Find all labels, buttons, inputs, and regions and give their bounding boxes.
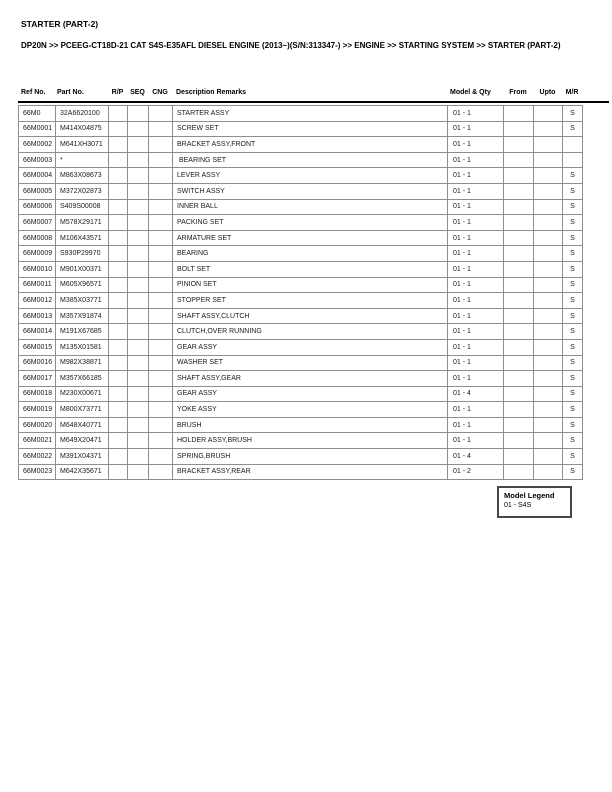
cell-desc: CLUTCH,OVER RUNNING — [173, 324, 448, 340]
cell-upto — [534, 449, 563, 465]
cell-upto — [534, 277, 563, 293]
cell-part: M385X03771 — [56, 293, 109, 309]
cell-ref: 66M0008 — [19, 230, 56, 246]
cell-upto — [534, 215, 563, 231]
cell-part: M863X08673 — [56, 168, 109, 184]
cell-qty: 01 - 1 — [448, 402, 504, 418]
cell-ref: 66M0005 — [19, 183, 56, 199]
cell-upto — [534, 339, 563, 355]
cell-part: M414X04875 — [56, 121, 109, 137]
cell-cng — [149, 308, 173, 324]
table-row — [19, 277, 583, 293]
cell-upto — [534, 152, 563, 168]
cell-mr: S — [563, 293, 583, 309]
cell-rp — [109, 324, 128, 340]
cell-cng — [149, 293, 173, 309]
cell-desc: PACKING SET — [173, 215, 448, 231]
cell-upto — [534, 371, 563, 387]
table-row — [19, 246, 583, 262]
cell-desc: BRACKET ASSY,REAR — [173, 464, 448, 480]
cell-seq — [128, 386, 149, 402]
cell-part: M649X20471 — [56, 433, 109, 449]
cell-ref: 66M0011 — [19, 277, 56, 293]
cell-qty: 01 - 1 — [448, 339, 504, 355]
cell-from — [504, 355, 534, 371]
cell-upto — [534, 246, 563, 262]
cell-upto — [534, 355, 563, 371]
cell-desc: SHAFT ASSY,CLUTCH — [173, 308, 448, 324]
cell-mr: S — [563, 449, 583, 465]
cell-from — [504, 371, 534, 387]
cell-seq — [128, 106, 149, 122]
cell-upto — [534, 308, 563, 324]
cell-cng — [149, 106, 173, 122]
cell-desc: WASHER SET — [173, 355, 448, 371]
column-header-ref-no: Ref No. — [21, 89, 46, 96]
cell-desc: BRACKET ASSY,FRONT — [173, 137, 448, 153]
cell-ref: 66M0002 — [19, 137, 56, 153]
cell-part: M901X00371 — [56, 261, 109, 277]
cell-seq — [128, 433, 149, 449]
cell-qty: 01 - 1 — [448, 183, 504, 199]
cell-seq — [128, 402, 149, 418]
cell-from — [504, 168, 534, 184]
cell-mr: S — [563, 106, 583, 122]
cell-ref: 66M0003 — [19, 152, 56, 168]
cell-ref: 66M0022 — [19, 449, 56, 465]
cell-part: M578X29171 — [56, 215, 109, 231]
cell-ref: 66M0018 — [19, 386, 56, 402]
cell-ref: 66M0009 — [19, 246, 56, 262]
cell-from — [504, 106, 534, 122]
cell-seq — [128, 246, 149, 262]
cell-rp — [109, 183, 128, 199]
model-legend-box — [497, 486, 572, 518]
cell-part: M982X38871 — [56, 355, 109, 371]
cell-qty: 01 - 1 — [448, 308, 504, 324]
cell-qty: 01 - 1 — [448, 106, 504, 122]
table-row — [19, 152, 583, 168]
cell-desc: HOLDER ASSY,BRUSH — [173, 433, 448, 449]
cell-mr: S — [563, 183, 583, 199]
cell-from — [504, 152, 534, 168]
cell-cng — [149, 168, 173, 184]
cell-from — [504, 137, 534, 153]
cell-seq — [128, 152, 149, 168]
cell-qty: 01 - 1 — [448, 246, 504, 262]
cell-mr: S — [563, 417, 583, 433]
cell-desc: GEAR ASSY — [173, 386, 448, 402]
cell-from — [504, 402, 534, 418]
page-title: STARTER (PART-2) — [21, 19, 99, 29]
cell-desc: BOLT SET — [173, 261, 448, 277]
cell-mr: S — [563, 402, 583, 418]
table-row — [19, 417, 583, 433]
cell-seq — [128, 230, 149, 246]
cell-rp — [109, 215, 128, 231]
cell-cng — [149, 386, 173, 402]
cell-part: M106X43571 — [56, 230, 109, 246]
cell-from — [504, 293, 534, 309]
cell-rp — [109, 168, 128, 184]
cell-desc: SWITCH ASSY — [173, 183, 448, 199]
cell-mr — [563, 152, 583, 168]
cell-qty: 01 - 1 — [448, 121, 504, 137]
cell-upto — [534, 121, 563, 137]
column-header-description: Description Remarks — [176, 89, 247, 96]
cell-qty: 01 - 1 — [448, 324, 504, 340]
cell-qty: 01 - 4 — [448, 386, 504, 402]
cell-desc: STOPPER SET — [173, 293, 448, 309]
cell-rp — [109, 246, 128, 262]
parts-table — [18, 105, 583, 480]
cell-seq — [128, 449, 149, 465]
table-row — [19, 168, 583, 184]
cell-upto — [534, 464, 563, 480]
cell-part: M391X04371 — [56, 449, 109, 465]
cell-part: M642X35671 — [56, 464, 109, 480]
cell-cng — [149, 121, 173, 137]
cell-cng — [149, 137, 173, 153]
table-column-headers — [18, 86, 582, 96]
cell-seq — [128, 339, 149, 355]
cell-ref: 66M0021 — [19, 433, 56, 449]
table-row — [19, 137, 583, 153]
cell-mr: S — [563, 386, 583, 402]
cell-rp — [109, 417, 128, 433]
cell-cng — [149, 246, 173, 262]
cell-ref: 66M0019 — [19, 402, 56, 418]
cell-cng — [149, 261, 173, 277]
cell-from — [504, 277, 534, 293]
cell-upto — [534, 261, 563, 277]
cell-part: M800X73771 — [56, 402, 109, 418]
cell-rp — [109, 152, 128, 168]
column-header-mr: M/R — [565, 89, 579, 96]
cell-cng — [149, 355, 173, 371]
cell-cng — [149, 464, 173, 480]
cell-mr: S — [563, 230, 583, 246]
cell-upto — [534, 106, 563, 122]
cell-mr — [563, 137, 583, 153]
cell-desc: BEARING — [173, 246, 448, 262]
cell-rp — [109, 106, 128, 122]
cell-rp — [109, 261, 128, 277]
cell-cng — [149, 152, 173, 168]
cell-ref: 66M0014 — [19, 324, 56, 340]
cell-cng — [149, 230, 173, 246]
cell-desc: SHAFT ASSY,GEAR — [173, 371, 448, 387]
cell-upto — [534, 183, 563, 199]
cell-from — [504, 386, 534, 402]
cell-cng — [149, 215, 173, 231]
cell-seq — [128, 121, 149, 137]
cell-rp — [109, 121, 128, 137]
cell-seq — [128, 261, 149, 277]
cell-qty: 01 - 1 — [448, 355, 504, 371]
cell-part: M357X66185 — [56, 371, 109, 387]
cell-mr: S — [563, 261, 583, 277]
cell-seq — [128, 371, 149, 387]
cell-seq — [128, 215, 149, 231]
table-row — [19, 261, 583, 277]
cell-qty: 01 - 1 — [448, 417, 504, 433]
cell-qty: 01 - 1 — [448, 371, 504, 387]
cell-part: M605X96571 — [56, 277, 109, 293]
cell-from — [504, 324, 534, 340]
cell-upto — [534, 386, 563, 402]
cell-rp — [109, 137, 128, 153]
cell-desc: ARMATURE SET — [173, 230, 448, 246]
table-row — [19, 308, 583, 324]
cell-from — [504, 464, 534, 480]
cell-from — [504, 121, 534, 137]
cell-ref: 66M0015 — [19, 339, 56, 355]
cell-ref: 66M0007 — [19, 215, 56, 231]
cell-mr: S — [563, 464, 583, 480]
cell-rp — [109, 308, 128, 324]
cell-desc: INNER BALL — [173, 199, 448, 215]
cell-rp — [109, 355, 128, 371]
model-legend-entry: 01 - S4S — [504, 502, 532, 509]
cell-seq — [128, 293, 149, 309]
cell-ref: 66M0010 — [19, 261, 56, 277]
cell-from — [504, 449, 534, 465]
cell-from — [504, 230, 534, 246]
cell-qty: 01 - 4 — [448, 449, 504, 465]
cell-cng — [149, 199, 173, 215]
table-row — [19, 402, 583, 418]
cell-mr: S — [563, 121, 583, 137]
cell-rp — [109, 402, 128, 418]
cell-mr: S — [563, 324, 583, 340]
cell-ref: 66M0006 — [19, 199, 56, 215]
cell-seq — [128, 417, 149, 433]
cell-upto — [534, 417, 563, 433]
cell-cng — [149, 324, 173, 340]
cell-part: M135X01581 — [56, 339, 109, 355]
cell-qty: 01 - 2 — [448, 464, 504, 480]
cell-seq — [128, 277, 149, 293]
cell-cng — [149, 183, 173, 199]
cell-rp — [109, 433, 128, 449]
cell-seq — [128, 308, 149, 324]
cell-mr: S — [563, 339, 583, 355]
cell-qty: 01 - 1 — [448, 277, 504, 293]
cell-part: 32A6620100 — [56, 106, 109, 122]
table-row — [19, 293, 583, 309]
breadcrumb: DP20N >> PCEEG-CT18D-21 CAT S4S-E35AFL DIESEL ENGINE (2013~)(S/N:313347-) >> ENGINE >> STARTING SYSTEM >> STARTER (PART-2) — [21, 41, 561, 50]
cell-qty: 01 - 1 — [448, 199, 504, 215]
cell-mr: S — [563, 308, 583, 324]
cell-ref: 66M0016 — [19, 355, 56, 371]
cell-cng — [149, 402, 173, 418]
cell-desc: YOKE ASSY — [173, 402, 448, 418]
cell-mr: S — [563, 277, 583, 293]
cell-seq — [128, 183, 149, 199]
cell-qty: 01 - 1 — [448, 230, 504, 246]
cell-seq — [128, 355, 149, 371]
cell-desc: PINION SET — [173, 277, 448, 293]
cell-ref: 66M0004 — [19, 168, 56, 184]
cell-mr: S — [563, 355, 583, 371]
cell-upto — [534, 230, 563, 246]
cell-ref: 66M0017 — [19, 371, 56, 387]
cell-desc: GEAR ASSY — [173, 339, 448, 355]
cell-cng — [149, 339, 173, 355]
cell-part: * — [56, 152, 109, 168]
table-row — [19, 121, 583, 137]
cell-upto — [534, 293, 563, 309]
cell-rp — [109, 277, 128, 293]
column-header-rp: R/P — [111, 89, 124, 96]
table-row — [19, 371, 583, 387]
column-header-from: From — [509, 89, 527, 96]
cell-rp — [109, 449, 128, 465]
cell-rp — [109, 386, 128, 402]
cell-from — [504, 417, 534, 433]
cell-qty: 01 - 1 — [448, 168, 504, 184]
cell-seq — [128, 464, 149, 480]
cell-rp — [109, 230, 128, 246]
cell-qty: 01 - 1 — [448, 215, 504, 231]
cell-mr: S — [563, 199, 583, 215]
cell-desc: SCREW SET — [173, 121, 448, 137]
cell-cng — [149, 277, 173, 293]
cell-qty: 01 - 1 — [448, 433, 504, 449]
cell-upto — [534, 168, 563, 184]
cell-cng — [149, 417, 173, 433]
cell-part: S930P29970 — [56, 246, 109, 262]
table-row — [19, 464, 583, 480]
cell-rp — [109, 293, 128, 309]
table-row — [19, 199, 583, 215]
cell-from — [504, 199, 534, 215]
cell-desc: SPRING,BRUSH — [173, 449, 448, 465]
cell-cng — [149, 371, 173, 387]
cell-mr: S — [563, 371, 583, 387]
cell-part: M648X40771 — [56, 417, 109, 433]
cell-ref: 66M0020 — [19, 417, 56, 433]
cell-desc: STARTER ASSY — [173, 106, 448, 122]
cell-ref: 66M0023 — [19, 464, 56, 480]
cell-mr: S — [563, 168, 583, 184]
column-header-upto: Upto — [539, 89, 556, 96]
cell-cng — [149, 449, 173, 465]
cell-seq — [128, 137, 149, 153]
cell-part: M641XH3071 — [56, 137, 109, 153]
cell-seq — [128, 168, 149, 184]
cell-upto — [534, 199, 563, 215]
cell-from — [504, 433, 534, 449]
cell-seq — [128, 324, 149, 340]
cell-ref: 66M0001 — [19, 121, 56, 137]
table-row — [19, 230, 583, 246]
table-row — [19, 324, 583, 340]
table-row — [19, 339, 583, 355]
cell-ref: 66M0013 — [19, 308, 56, 324]
cell-from — [504, 215, 534, 231]
cell-from — [504, 246, 534, 262]
table-row — [19, 106, 583, 122]
table-row — [19, 386, 583, 402]
cell-mr: S — [563, 433, 583, 449]
table-row — [19, 449, 583, 465]
cell-mr: S — [563, 215, 583, 231]
column-header-part-no: Part No. — [57, 89, 84, 96]
cell-upto — [534, 433, 563, 449]
cell-desc: BRUSH — [173, 417, 448, 433]
table-row — [19, 433, 583, 449]
cell-from — [504, 183, 534, 199]
cell-part: S409S00008 — [56, 199, 109, 215]
cell-part: M372X02873 — [56, 183, 109, 199]
cell-cng — [149, 433, 173, 449]
table-row — [19, 215, 583, 231]
cell-rp — [109, 339, 128, 355]
cell-desc: LEVER ASSY — [173, 168, 448, 184]
cell-upto — [534, 324, 563, 340]
cell-upto — [534, 402, 563, 418]
column-header-seq: SEQ — [130, 89, 145, 96]
column-header-cng: CNG — [152, 89, 168, 96]
cell-part: M357X91874 — [56, 308, 109, 324]
cell-qty: 01 - 1 — [448, 261, 504, 277]
table-row — [19, 183, 583, 199]
cell-from — [504, 261, 534, 277]
cell-qty: 01 - 1 — [448, 152, 504, 168]
cell-part: M191X67685 — [56, 324, 109, 340]
cell-rp — [109, 464, 128, 480]
cell-ref: 66M0012 — [19, 293, 56, 309]
cell-part: M230X00671 — [56, 386, 109, 402]
cell-ref: 66M0 — [19, 106, 56, 122]
cell-seq — [128, 199, 149, 215]
cell-from — [504, 308, 534, 324]
column-header-model-qty: Model & Qty — [450, 89, 491, 96]
cell-rp — [109, 371, 128, 387]
cell-mr: S — [563, 246, 583, 262]
cell-upto — [534, 137, 563, 153]
cell-desc: BEARING SET — [173, 152, 448, 168]
table-row — [19, 355, 583, 371]
header-divider-line — [18, 101, 609, 103]
cell-qty: 01 - 1 — [448, 293, 504, 309]
cell-rp — [109, 199, 128, 215]
cell-qty: 01 - 1 — [448, 137, 504, 153]
cell-from — [504, 339, 534, 355]
model-legend-title: Model Legend — [504, 491, 555, 500]
